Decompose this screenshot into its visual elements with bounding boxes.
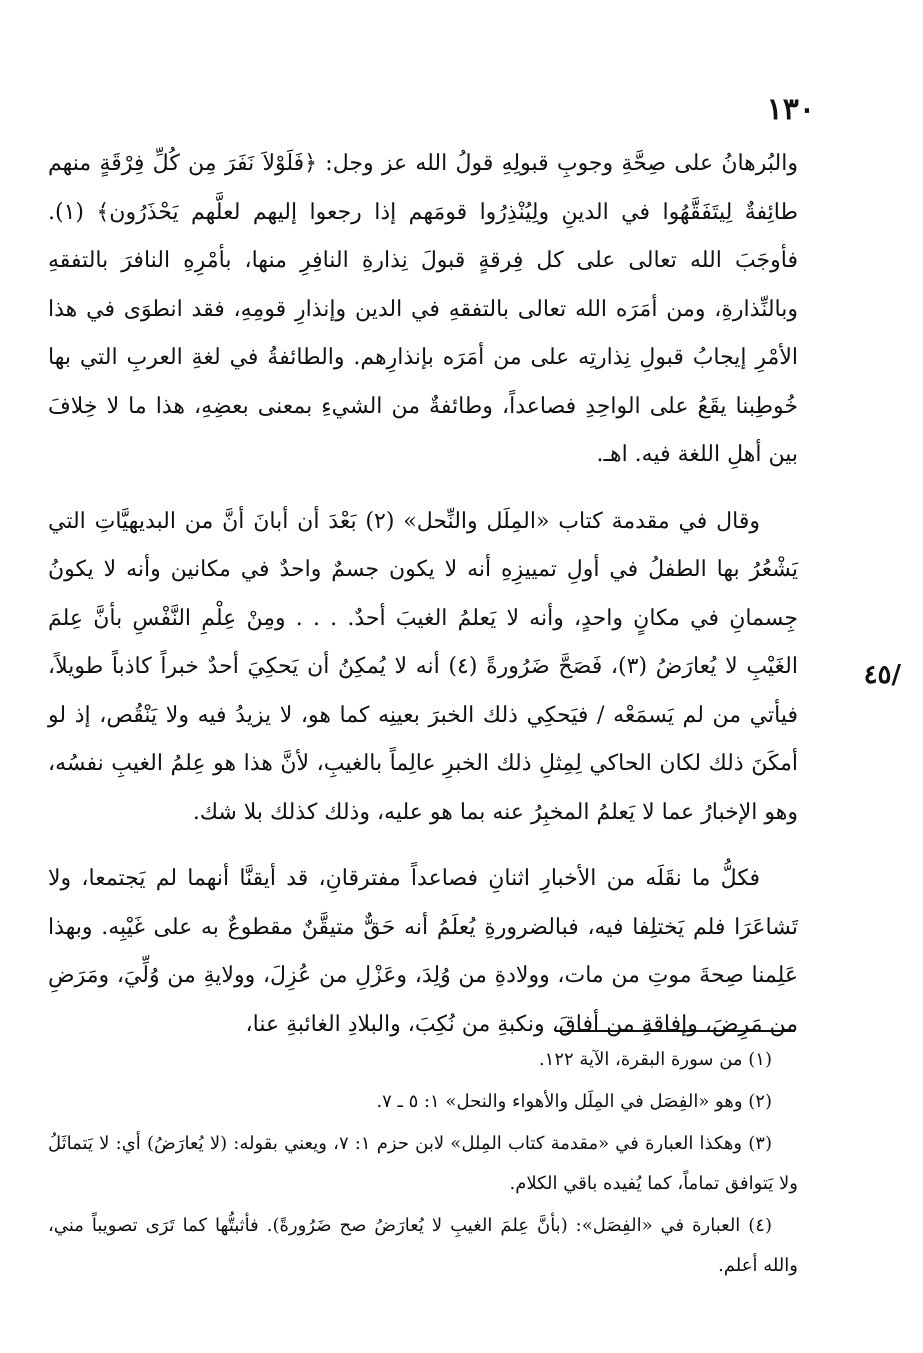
footnote-4: (٤) العبارة في «الفِصَل»: (بأنَّ عِلمَ الغيبِ لا يُعارَضُ صح ضَرُورةً). فأثبتُّها كما تَرَى تصويباً مني، والله أعلم.: [48, 1215, 798, 1276]
footnote-2: (٢) وهو «الفِصَل في المِلَل والأهواء والنحل» ١: ٥ ـ ٧.: [376, 1091, 772, 1112]
footnote-divider: [555, 1030, 795, 1032]
footnotes: [48, 1040, 798, 1288]
footnote-1: (١) من سورة البقرة، الآية ١٢٢.: [538, 1049, 772, 1070]
page-number: ١٣٠: [766, 92, 815, 127]
paragraph-1: والبُرهانُ على صِحَّةِ وجوبِ قبولِهِ قولُ الله عز وجل: ﴿فَلَوْلاَ نَفَرَ مِن كُلِّ فِرْقَةٍ منهم طائِفةٌ لِيتَفَقَّهُوا في الدينِ ولِيُنْذِرُوا قومَهم إذا رجعوا إليهم لعلَّهم يَحْذَرُون﴾ (١). فأوجَبَ الله تعالى على كل فِرقةٍ قبولَ نِذارةِ النافِرِ منها، بأمْرِهِ النافرَ بالتفقهِ وبالنِّذارةِ، ومن أمَرَه الله تعالى بالتفقهِ في الدين وإنذارِ قومِهِ، فقد انطوَى في هذا الأمْرِ إيجابُ قبولِ نِذارتِه على من أمَرَه بإنذارِهم. والطائفةُ في لغةِ العربِ التي بها خُوطِبنا يقَعُ على الواحِدِ فصاعداً، وطائفةٌ من الشيءِ بمعنى بعضِهِ، هذا ما لا خِلافَ بين أهلِ اللغة فيه. اهـ.: [48, 151, 798, 467]
paragraph-3: فكلُّ ما نقَلَه من الأخبارِ اثنانِ فصاعداً مفترقانِ، قد أيقنَّا أنهما لم يَجتمعا، ولا تَشاعَرَا فلم يَختلِفا فيه، فبالضرورةِ يُعلَمُ أنه حَقٌّ متيقَّنٌ مقطوعٌ به على غَيْبِه. وبهذا عَلِمنا صِحةَ موتِ من مات، وولادةِ من وُلِدَ، وعَزْلِ من عُزِلَ، وولايةِ من وُلِّيَ، ومَرَضِ من مَرِضَ، وإفاقةِ من أفاقَ، ونكبةِ من نُكِبَ، والبلادِ الغائبةِ عنا،: [48, 866, 798, 1037]
margin-page-marker: /٤٥: [863, 660, 901, 690]
paragraph-2: وقال في مقدمة كتاب «المِلَل والنِّحل» (٢) بَعْدَ أن أبانَ أنَّ من البديهيَّاتِ التي يَشْعُرُ بها الطفلُ في أولِ تمييزِهِ أنه لا يكون جسمٌ واحدٌ في مكانين وأنه لا يكونُ جِسمانِ في مكانٍ واحدٍ، وأنه لا يَعلمُ الغيبَ أحدٌ. . . . ومِنْ عِلْمِ النَّفْسِ بأنَّ عِلمَ الغَيْبِ لا يُعارَضُ (٣)، فَصَحَّ ضَرُورةً (٤) أنه لا يُمكِنُ أن يَحكِيَ أحدٌ خبراً كاذباً طويلاً، فيأتي من لم يَسمَعْه / فيَحكِي ذلك الخبرَ بعينِه كما هو، لا يزيدُ فيه ولا يَنْقُص، إذ لو أمكَنَ ذلك لكان الحاكي لِمِثلِ ذلك الخبرِ عالِماً بالغيبِ، لأنَّ هذا هو عِلمُ الغيبِ نفسُه، وهو الإخبارُ عما لا يَعلمُ المخبِرُ عنه بما هو عليه، وذلك كذلك بلا شك.: [48, 508, 798, 825]
footnote-3: (٣) وهكذا العبارة في «مقدمة كتاب المِلل» لابن حزم ١: ٧، ويعني بقوله: (لا يُعارَضُ) أي: لا يَتماثَلُ ولا يَتوافق تماماً، كما يُفيده باقي الكلام.: [48, 1133, 798, 1194]
main-text: [48, 140, 798, 1067]
